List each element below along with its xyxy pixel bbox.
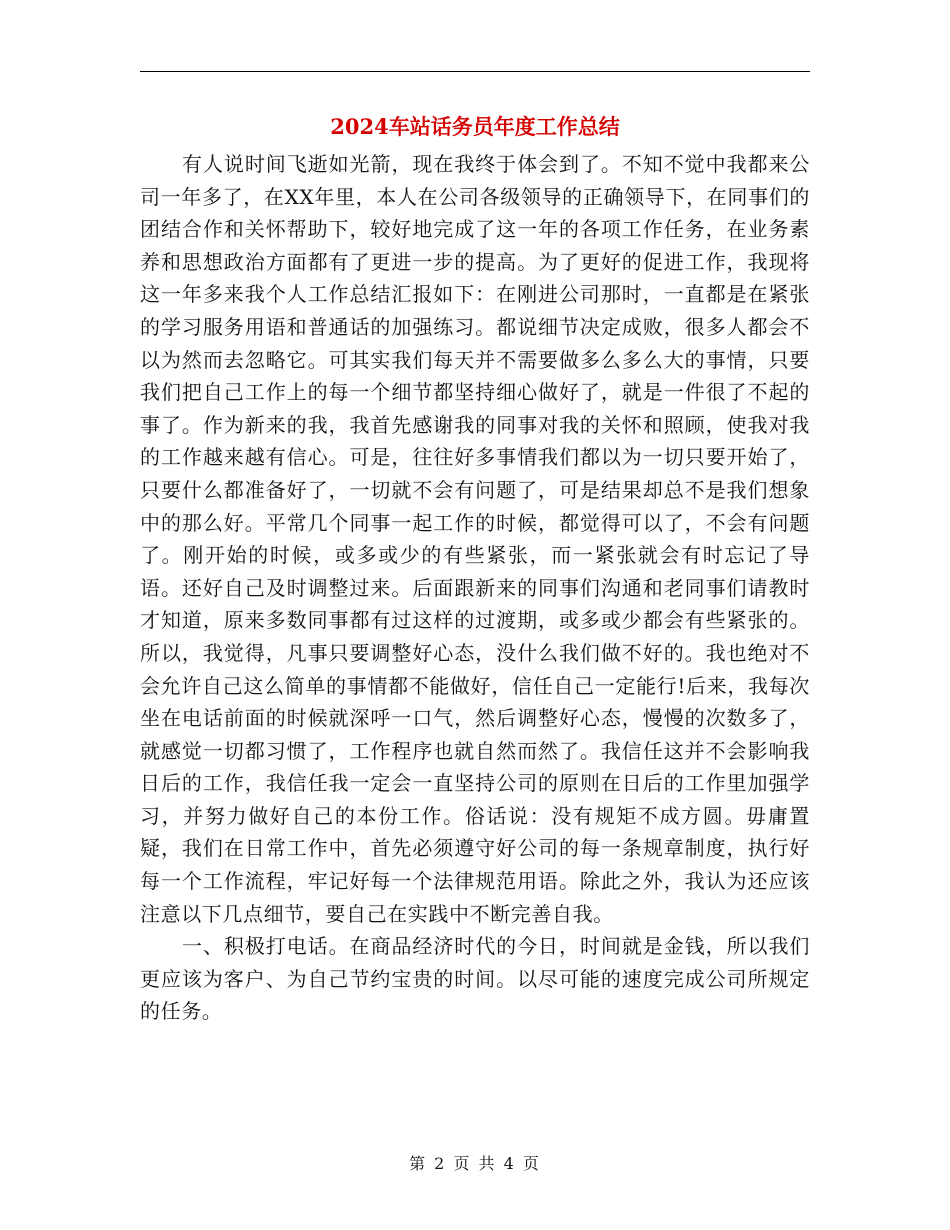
- page-number-footer: 第 2 页 共 4 页: [409, 1154, 541, 1173]
- header-rule: [140, 71, 810, 72]
- document-body: [140, 148, 810, 1028]
- document-title: 2024车站话务员年度工作总结: [330, 114, 620, 139]
- body-paragraph: 有人说时间飞逝如光箭，现在我终于体会到了。不知不觉中我都来公司一年多了，在XX年里，本人在公司各级领导的正确领导下，在同事们的团结合作和关怀帮助下，较好地完成了这一年的各项工作任务，在业务素养和思想政治方面都有了更进一步的提高。为了更好的促进工作，我现将这一年多来我个人工作总结汇报如下：在刚进公司那时，一直都是在紧张的学习服务用语和普通话的加强练习。都说细节决定成败，很多人都会不以为然而去忽略它。可其实我们每天并不需要做多么多么大的事情，只要我们把自己工作上的每一个细节都坚持细心做好了，就是一件很了不起的事了。作为新来的我，我首先感谢我的同事对我的关怀和照顾，使我对我的工作越来越有信心。可是，往往好多事情我们都以为一切只要开始了，只要什么都准备好了，一切就不会有问题了，可是结果却总不是我们想象中的那么好。平常几个同事一起工作的时候，都觉得可以了，不会有问题了。刚开始的时候，或多或少的有些紧张，而一紧张就会有时忘记了导语。还好自己及时调整过来。后面跟新来的同事们沟通和老同事们请教时才知道，原来多数同事都有过这样的过渡期，或多或少都会有些紧张的。所以，我觉得，凡事只要调整好心态，没什么我们做不好的。我也绝对不会允许自己这么简单的事情都不能做好，信任自己一定能行!后来，我每次坐在电话前面的时候就深呼一口气，然后调整好心态，慢慢的次数多了，就感觉一切都习惯了，工作程序也就自然而然了。我信任这并不会影响我日后的工作，我信任我一定会一直坚持公司的原则在日后的工作里加强学习，并努力做好自己的本份工作。俗话说：没有规矩不成方圆。毋庸置疑，我们在日常工作中，首先必须遵守好公司的每一条规章制度，执行好每一个工作流程，牢记好每一个法律规范用语。除此之外，我认为还应该注意以下几点细节，要自己在实践中不断完善自我。: [140, 152, 810, 926]
- body-paragraph: 一、积极打电话。在商品经济时代的今日，时间就是金钱，所以我们更应该为客户、为自己节约宝贵的时间。以尽可能的速度完成公司所规定的任务。: [140, 934, 810, 1024]
